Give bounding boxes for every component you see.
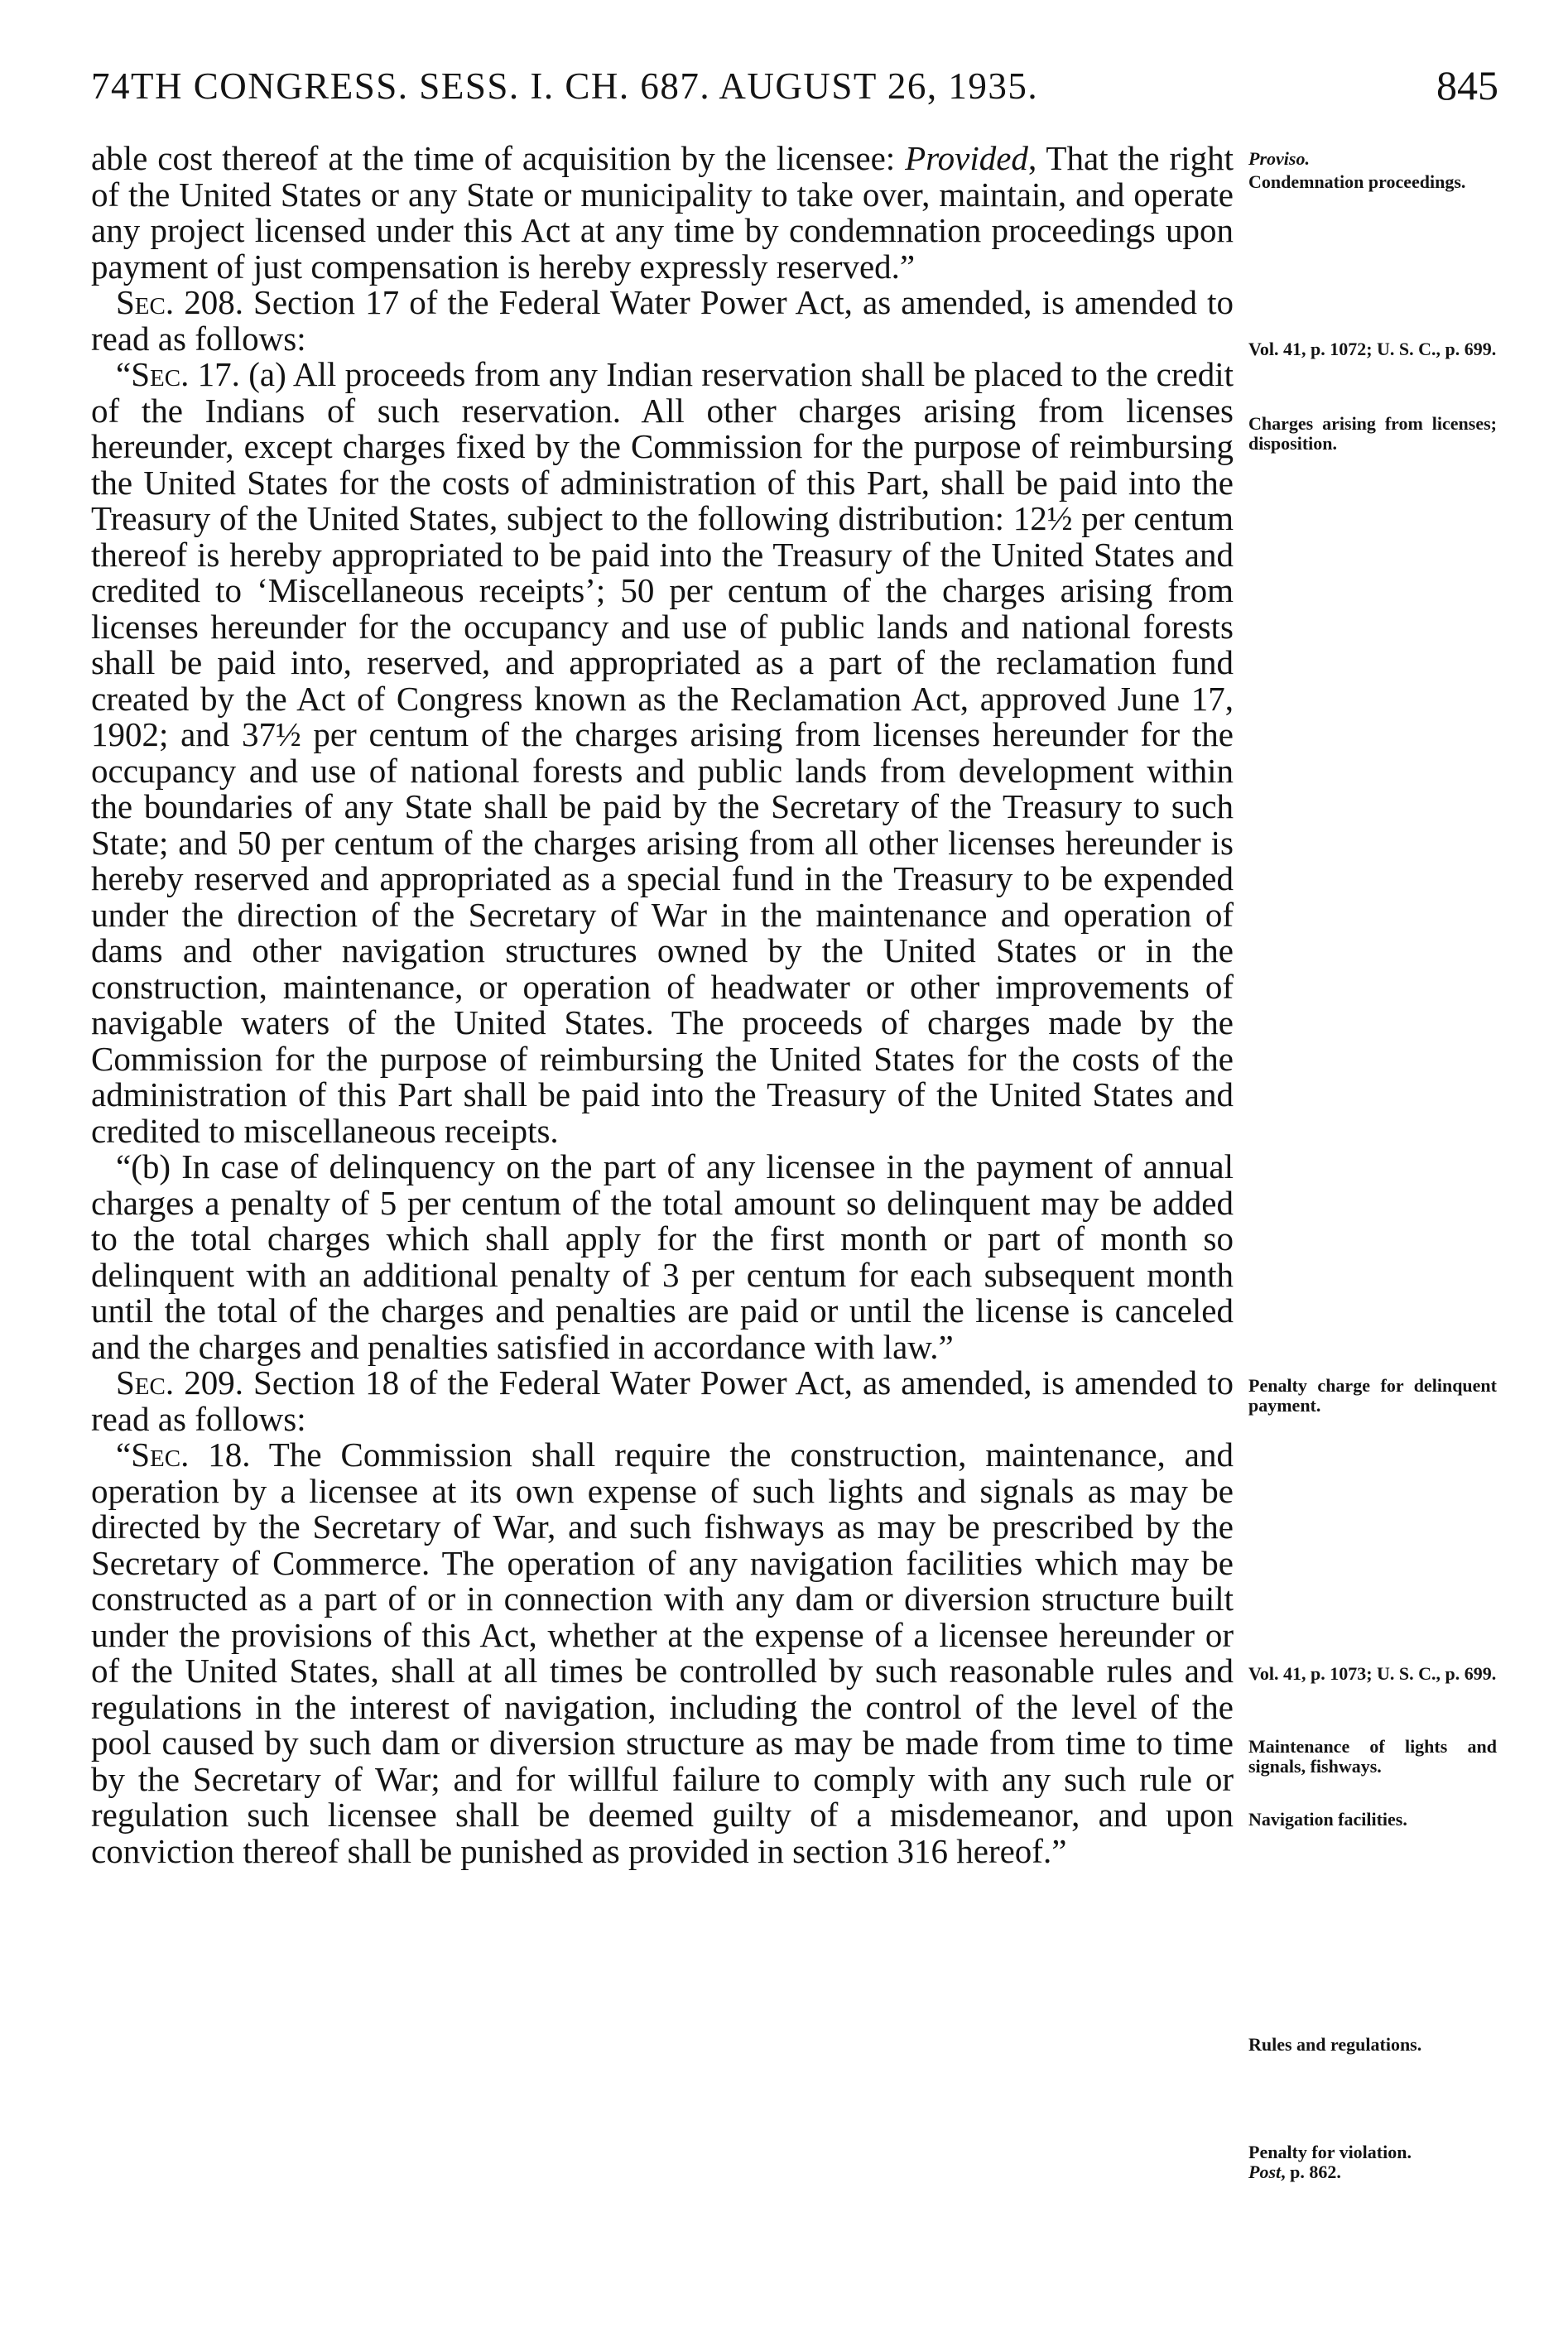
section-label: Sec. [116, 283, 175, 321]
margin-note-navigation: Navigation facilities. [1248, 1809, 1407, 1830]
paragraph-sec-18: “Sec. 18. The Commission shall require the construction, maintenance, and operation by a licensee at its own expense of such lights and signals as may be directed by the Secretary of War, and such fishways as may be prescribed by the Secretary of Commerce. The operation of any navigation facilities which may be constructed as a part of or in connection with any dam or diversion structure built under the provisions of this Act, whether at the expense of a licensee hereunder or of the United States, shall at all times be controlled by such reasonable rules and regulations in the interest of navigation, including the control of the level of the pool caused by such dam or diversion structure as may be made from time to time by the Secretary of War; and for willful failure to comply with any such rule or regulation such licensee shall be deemed guilty of a misdemeanor, and upon conviction thereof shall be punished as provided in section 316 hereof.” [91, 1435, 1234, 1870]
section-label: Sec. [131, 1435, 190, 1474]
paragraph-sec-209: Sec. 209. Section 18 of the Federal Water Power Act, as amended, is amended to read as follows: [91, 1363, 1234, 1438]
margin-note-rules: Rules and regulations. [1248, 2034, 1422, 2055]
margin-note-charges-disposition: Charges arising from licenses; disposition. [1248, 413, 1497, 454]
margin-note-condemnation: Condemnation proceedings. [1248, 171, 1466, 192]
page-header [91, 62, 1498, 123]
provided-word: Provided [905, 139, 1028, 177]
margin-note-ref-1073: Vol. 41, p. 1073; U. S. C., p. 699. [1248, 1663, 1497, 1684]
paragraph-sec-17a: “Sec. 17. (a) All proceeds from any Indian reservation shall be placed to the credit of the Indians of such reservation. All other charges arising from licenses hereunder, except charges fixed by the Commission for the purpose of reimbursing the United States for the costs of administration of this Part, shall be paid into the Treasury of the United States, subject to the following distribution: 12½ per centum thereof is hereby appropriated to be paid into the Treasury of the United States and credited to ‘Miscellaneous receipts’; 50 per centum of the charges arising from licenses hereunder for the occupancy and use of public lands and national forests shall be paid into, reserved, and appropriated as a part of the reclamation fund created by the Act of Congress known as the Reclamation Act, approved June 17, 1902; and 37½ per centum of the charges arising from licenses hereunder for the occupancy and use of national forests and public lands from development within the boundaries of any State shall be paid by the Secretary of the Treasury to such State; and 50 per centum of the charges arising from all other licenses hereunder is hereby reserved and appropriated as a special fund in the Treasury to be expended under the direction of the Secretary of War in the maintenance and operation of dams and other navigation structures owned by the United States or in the construction, maintenance, or operation of headwater or other improvements of navigable waters of the United States. The proceeds of charges made by the Commission for the purpose of reimbursing the United States for the costs of the administration of this Part shall be paid into the Treasury of the United States and credited to miscellaneous receipts. [91, 355, 1234, 1150]
statute-text [91, 141, 1234, 1869]
paragraph-proviso: able cost thereof at the time of acquisition by the licensee: Provided, That the right of the United States or any State or municipality to take over, maintain, and operate any project licensed under this Act at any time by condemnation proceedings upon payment of just compensation is hereby expressly reserved.” [91, 139, 1234, 286]
post-reference: Post [1248, 2162, 1282, 2182]
margin-note-maintenance: Maintenance of lights and signals, fishways. [1248, 1736, 1497, 1777]
running-head: 74TH CONGRESS. SESS. I. CH. 687. AUGUST 26, 1935. [91, 65, 1039, 107]
section-label: Sec. [116, 1363, 175, 1402]
margin-note-penalty-delinquent: Penalty charge for delinquent payment. [1248, 1375, 1497, 1416]
margin-note-proviso: Proviso. [1248, 148, 1310, 169]
margin-note-ref-1072: Vol. 41, p. 1072; U. S. C., p. 699. [1248, 339, 1497, 359]
section-label: Sec. [131, 355, 190, 393]
page-number: 845 [1436, 62, 1498, 108]
margin-note-penalty-violation: Penalty for violation. Post, p. 862. [1248, 2142, 1412, 2182]
paragraph-sec-17b: “(b) In case of delinquency on the part of any licensee in the payment of annual charges a penalty of 5 per centum of the total amount so delinquent may be added to the total charges which shall apply for the first month or part of month so delinquent with an additional penalty of 3 per centum for each subsequent month until the total of the charges and penalties are paid or until the license is canceled and the charges and penalties satisfied in accordance with law.” [91, 1147, 1234, 1366]
paragraph-sec-208: Sec. 208. Section 17 of the Federal Water Power Act, as amended, is amended to read as follows: [91, 283, 1234, 358]
